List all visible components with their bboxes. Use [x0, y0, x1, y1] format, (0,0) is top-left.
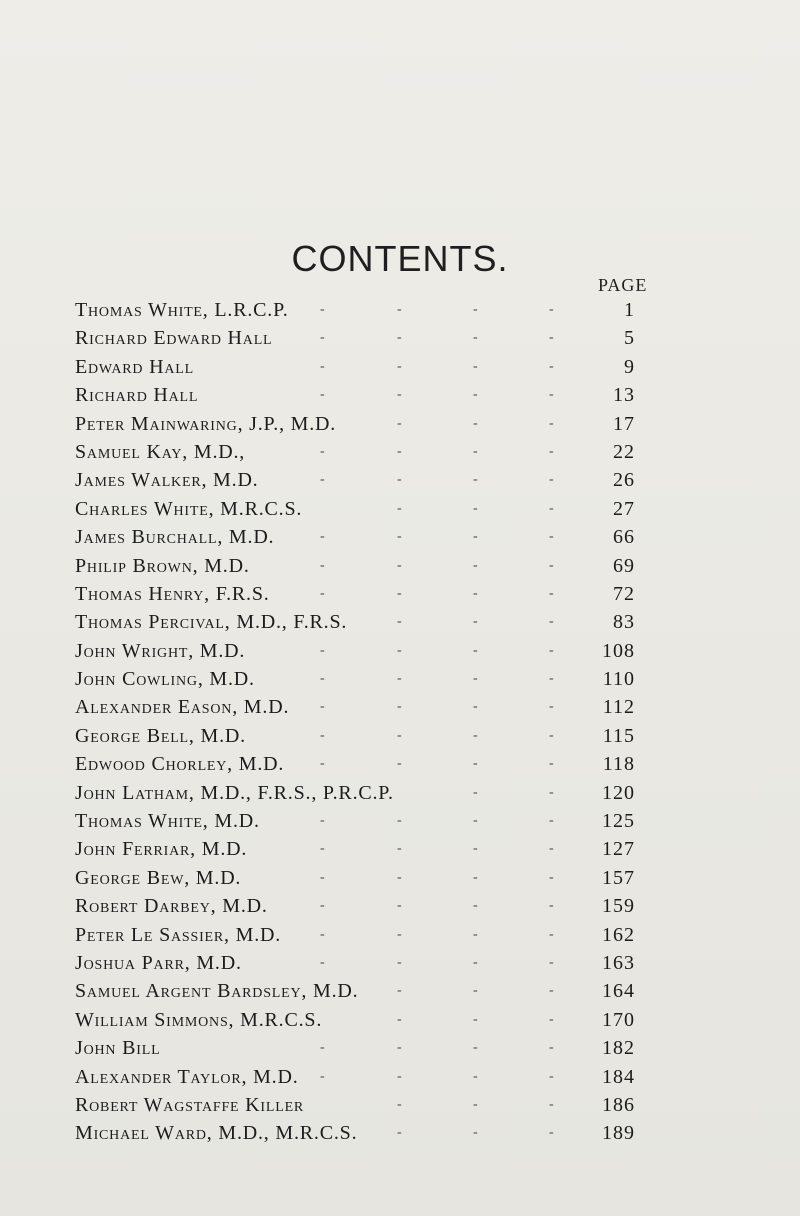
leader-dash: -	[397, 500, 402, 516]
entry-name: John Wright, M.D.	[75, 639, 246, 662]
leader-dash: -	[397, 841, 402, 857]
entry-name: Peter Le Sassier, M.D.	[75, 923, 282, 946]
entry-page-number: 108	[602, 639, 635, 662]
leader-dash: -	[397, 642, 402, 658]
leader-dash: -	[549, 813, 554, 829]
entry-page-number: 125	[602, 810, 635, 833]
leader-dash: -	[320, 1040, 325, 1056]
page-column-header: PAGE	[598, 275, 648, 295]
entry-name: Richard Hall	[75, 384, 199, 407]
contents-entry	[75, 296, 635, 324]
leader-dash: -	[473, 500, 478, 516]
leader-dash: -	[397, 529, 402, 545]
entry-name: Alexander Eason, M.D.	[75, 696, 290, 719]
entry-page-number: 184	[602, 1065, 635, 1088]
leader-dash: -	[549, 585, 554, 601]
leader-dash: -	[320, 330, 325, 346]
leader-dash: -	[397, 671, 402, 687]
contents-entry	[75, 523, 635, 551]
leader-dash: -	[397, 954, 402, 970]
contents-list	[75, 296, 635, 1148]
leader-dash: -	[397, 1096, 402, 1112]
entry-page-number: 66	[613, 526, 635, 549]
leader-dash: -	[473, 585, 478, 601]
leader-dash: -	[549, 898, 554, 914]
leader-dash: -	[549, 330, 554, 346]
entry-page-number: 186	[602, 1093, 635, 1116]
leader-dash: -	[397, 756, 402, 772]
entry-page-number: 17	[613, 412, 635, 435]
leader-dash: -	[549, 1096, 554, 1112]
leader-dash: -	[397, 585, 402, 601]
entry-name: Thomas White, L.R.C.P.	[75, 299, 289, 321]
leader-dash: -	[549, 415, 554, 431]
contents-entry	[75, 750, 635, 778]
leader-dash: -	[397, 813, 402, 829]
leader-dash: -	[473, 813, 478, 829]
leader-dash: -	[397, 1011, 402, 1027]
leader-dash: -	[473, 784, 478, 800]
leader-dash: -	[549, 387, 554, 403]
leader-dash: -	[473, 1096, 478, 1112]
entry-name: James Burchall, M.D.	[75, 526, 275, 549]
leader-dash: -	[473, 898, 478, 914]
contents-entry	[75, 665, 635, 693]
entry-page-number: 22	[613, 440, 635, 463]
contents-entry	[75, 1119, 635, 1147]
leader-dash: -	[397, 1068, 402, 1084]
leader-dash: -	[549, 1040, 554, 1056]
leader-dash: -	[549, 1125, 554, 1141]
entry-name: Peter Mainwaring, J.P., M.D.	[75, 412, 337, 435]
leader-dash: -	[320, 387, 325, 403]
leader-dash: -	[473, 472, 478, 488]
leader-dash: -	[549, 671, 554, 687]
leader-dash: -	[320, 443, 325, 459]
leader-dash: -	[473, 1068, 478, 1084]
leader-dash: -	[473, 330, 478, 346]
contents-entry	[75, 608, 635, 636]
contents-entry	[75, 495, 635, 523]
entry-name: Thomas Percival, M.D., F.R.S.	[75, 611, 348, 634]
contents-entry	[75, 722, 635, 750]
leader-dash: -	[473, 557, 478, 573]
contents-entry	[75, 1063, 635, 1091]
leader-dash: -	[320, 954, 325, 970]
entry-page-number: 115	[602, 724, 635, 747]
leader-dash: -	[320, 671, 325, 687]
leader-dash: -	[549, 983, 554, 999]
leader-dash: -	[473, 642, 478, 658]
leader-dash: -	[473, 671, 478, 687]
contents-entry	[75, 949, 635, 977]
leader-dash: -	[549, 443, 554, 459]
page-title: CONTENTS.	[291, 238, 509, 279]
entry-name: John Ferriar, M.D.	[75, 838, 248, 861]
entry-name: John Cowling, M.D.	[75, 668, 255, 691]
entry-name: Edwood Chorley, M.D.	[75, 753, 285, 776]
leader-dash: -	[549, 954, 554, 970]
leader-dash: -	[397, 926, 402, 942]
contents-entry	[75, 864, 635, 892]
leader-dash: -	[473, 1011, 478, 1027]
contents-entry	[75, 1034, 635, 1062]
entry-page-number: 163	[602, 951, 635, 974]
entry-page-number: 162	[602, 923, 635, 946]
contents-entry	[75, 637, 635, 665]
leader-dash: -	[549, 358, 554, 374]
leader-dash: -	[473, 1125, 478, 1141]
entry-page-number: 26	[613, 469, 635, 492]
leader-dash: -	[397, 727, 402, 743]
entry-page-number: 72	[613, 582, 635, 605]
entry-name: Joshua Parr, M.D.	[75, 951, 242, 974]
entry-name: Robert Wagstaffe Killer	[75, 1093, 305, 1116]
entry-page-number: 13	[613, 384, 635, 407]
leader-dash: -	[473, 358, 478, 374]
leader-dash: -	[473, 954, 478, 970]
leader-dash: -	[473, 727, 478, 743]
leader-dash: -	[549, 1011, 554, 1027]
entry-page-number: 189	[602, 1122, 635, 1145]
leader-dash: -	[320, 869, 325, 885]
leader-dash: -	[320, 529, 325, 545]
leader-dash: -	[397, 387, 402, 403]
entry-name: Michael Ward, M.D., M.R.C.S.	[75, 1122, 358, 1145]
leader-dash: -	[549, 500, 554, 516]
leader-dash: -	[320, 358, 325, 374]
contents-entry	[75, 977, 635, 1005]
leader-dash: -	[397, 472, 402, 488]
entry-name: Alexander Taylor, M.D.	[75, 1065, 299, 1088]
contents-entry	[75, 807, 635, 835]
leader-dash: -	[397, 614, 402, 630]
leader-dash: -	[549, 557, 554, 573]
leader-dash: -	[473, 614, 478, 630]
leader-dash: -	[320, 472, 325, 488]
leader-dash: -	[320, 813, 325, 829]
leader-dash: -	[320, 699, 325, 715]
contents-entry	[75, 324, 635, 352]
leader-dash: -	[320, 302, 325, 317]
leader-dash: -	[473, 387, 478, 403]
entry-name: Robert Darbey, M.D.	[75, 895, 268, 918]
leader-dash: -	[320, 642, 325, 658]
entry-name: Edward Hall	[75, 355, 195, 378]
entry-page-number: 120	[602, 781, 635, 804]
entry-name: Philip Brown, M.D.	[75, 554, 250, 577]
leader-dash: -	[549, 699, 554, 715]
leader-dash: -	[473, 699, 478, 715]
entry-name: Thomas Henry, F.R.S.	[75, 582, 270, 605]
entry-page-number: 112	[602, 696, 635, 719]
entry-name: John Bill	[75, 1037, 161, 1060]
leader-dash: -	[320, 1068, 325, 1084]
leader-dash: -	[397, 983, 402, 999]
entry-page-number: 9	[624, 355, 635, 378]
contents-entry	[75, 381, 635, 409]
leader-dash: -	[320, 926, 325, 942]
entry-page-number: 157	[602, 866, 635, 889]
leader-dash: -	[549, 472, 554, 488]
leader-dash: -	[397, 869, 402, 885]
leader-dash: -	[397, 302, 402, 317]
contents-entry	[75, 410, 635, 438]
entry-page-number: 118	[602, 753, 635, 776]
leader-dash: -	[320, 585, 325, 601]
leader-dash: -	[397, 1125, 402, 1141]
entry-name: James Walker, M.D.	[75, 469, 259, 492]
contents-entry	[75, 1006, 635, 1034]
contents-entry	[75, 580, 635, 608]
entry-page-number: 110	[602, 668, 635, 691]
contents-entry	[75, 1091, 635, 1119]
entry-page-number: 5	[624, 327, 635, 350]
leader-dash: -	[397, 898, 402, 914]
leader-dash: -	[397, 443, 402, 459]
entry-name: John Latham, M.D., F.R.S., P.R.C.P.	[75, 781, 394, 804]
leader-dash: -	[549, 841, 554, 857]
contents-entry	[75, 466, 635, 494]
leader-dash: -	[473, 926, 478, 942]
entry-page-number: 170	[602, 1008, 635, 1031]
leader-dash: -	[397, 557, 402, 573]
entry-name: George Bell, M.D.	[75, 724, 246, 747]
entry-name: William Simmons, M.R.C.S.	[75, 1008, 323, 1031]
leader-dash: -	[473, 415, 478, 431]
entry-page-number: 1	[624, 299, 635, 321]
leader-dash: -	[397, 1040, 402, 1056]
leader-dash: -	[397, 330, 402, 346]
entry-name: Richard Edward Hall	[75, 327, 273, 350]
entry-page-number: 127	[602, 838, 635, 861]
leader-dash: -	[549, 614, 554, 630]
entry-name: Charles White, M.R.C.S.	[75, 497, 303, 520]
leader-dash: -	[549, 926, 554, 942]
leader-dash: -	[397, 415, 402, 431]
leader-dash: -	[473, 841, 478, 857]
leader-dash: -	[320, 841, 325, 857]
entry-name: Samuel Kay, M.D.,	[75, 440, 246, 463]
contents-entry	[75, 921, 635, 949]
leader-dash: -	[320, 756, 325, 772]
leader-dash: -	[549, 756, 554, 772]
leader-dash: -	[473, 756, 478, 772]
contents-entry	[75, 353, 635, 381]
entry-page-number: 83	[613, 611, 635, 634]
leader-dash: -	[473, 869, 478, 885]
entry-name: Thomas White, M.D.	[75, 810, 260, 833]
leader-dash: -	[549, 1068, 554, 1084]
leader-dash: -	[549, 869, 554, 885]
leader-dash: -	[549, 784, 554, 800]
leader-dash: -	[473, 443, 478, 459]
leader-dash: -	[320, 727, 325, 743]
leader-dash: -	[320, 557, 325, 573]
leader-dash: -	[549, 302, 554, 317]
leader-dash: -	[473, 529, 478, 545]
entry-name: Samuel Argent Bardsley, M.D.	[75, 980, 359, 1003]
leader-dash: -	[473, 302, 478, 317]
leader-dash: -	[549, 529, 554, 545]
leader-dash: -	[397, 358, 402, 374]
entry-page-number: 159	[602, 895, 635, 918]
contents-entry	[75, 835, 635, 863]
leader-dash: -	[473, 1040, 478, 1056]
contents-entry	[75, 779, 635, 807]
leader-dash: -	[397, 699, 402, 715]
entry-page-number: 69	[613, 554, 635, 577]
contents-entry	[75, 438, 635, 466]
entry-page-number: 182	[602, 1037, 635, 1060]
leader-dash: -	[549, 727, 554, 743]
entry-page-number: 27	[613, 497, 635, 520]
entry-name: George Bew, M.D.	[75, 866, 242, 889]
leader-dash: -	[549, 642, 554, 658]
contents-entry	[75, 693, 635, 721]
leader-dash: -	[320, 898, 325, 914]
entry-page-number: 164	[602, 980, 635, 1003]
contents-entry	[75, 892, 635, 920]
leader-dash: -	[473, 983, 478, 999]
contents-entry	[75, 552, 635, 580]
